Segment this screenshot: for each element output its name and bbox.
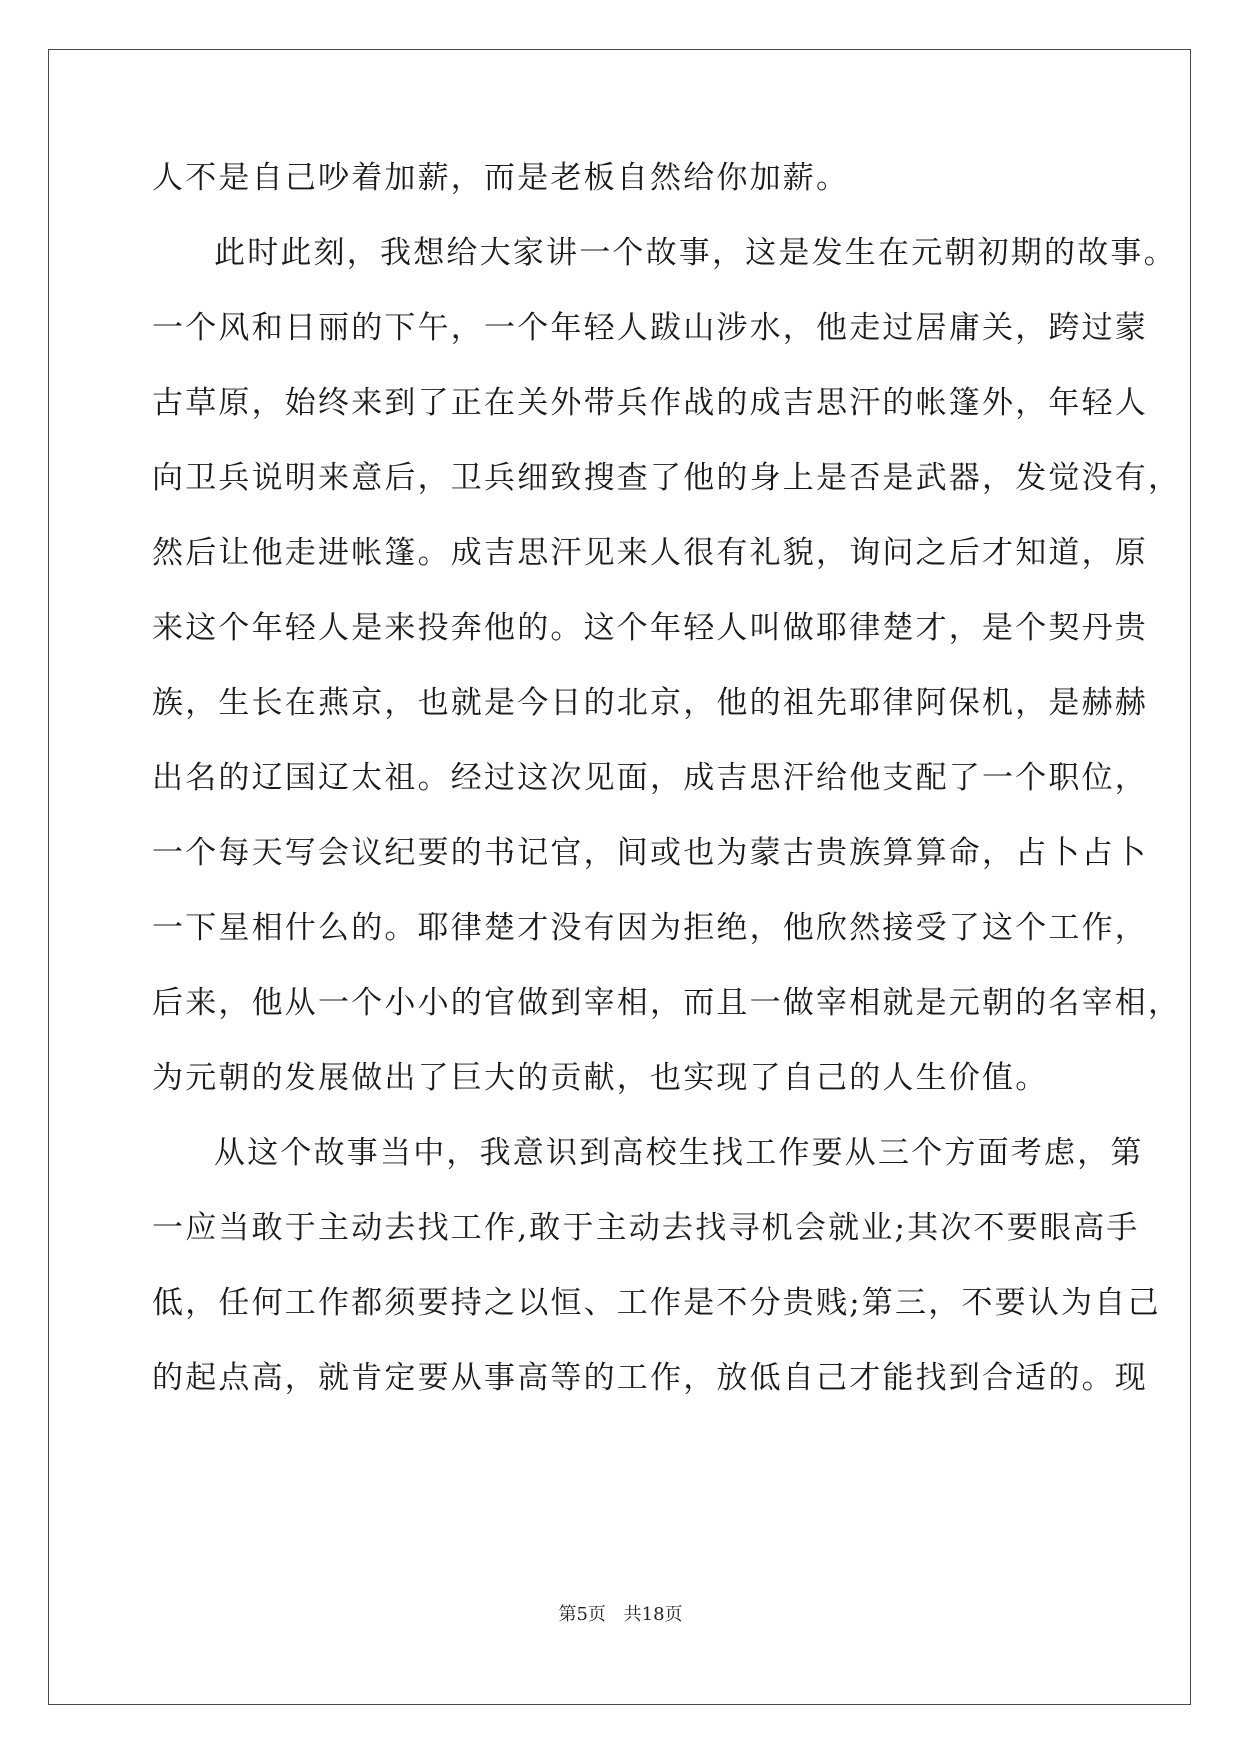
text-line: 一个每天写会议纪要的书记官，间或也为蒙古贵族算算命，占卜占卜 xyxy=(152,835,1148,871)
text-line: 人不是自己吵着加薪，而是老板自然给你加薪。 xyxy=(152,160,850,196)
text-line: 族，生长在燕京，也就是今日的北京，他的祖先耶律阿保机，是赫赫 xyxy=(152,685,1148,721)
text-line: 然后让他走进帐篷。成吉思汗见来人很有礼貌，询问之后才知道，原 xyxy=(152,535,1148,571)
text-line: 古草原，始终来到了正在关外带兵作战的成吉思汗的帐篷外，年轻人 xyxy=(152,385,1148,421)
text-line: 向卫兵说明来意后，卫兵细致搜查了他的身上是否是武器，发觉没有， xyxy=(152,460,1182,496)
page-footer xyxy=(0,1600,1241,1626)
text-line: 一个风和日丽的下午，一个年轻人跋山涉水，他走过居庸关，跨过蒙 xyxy=(152,310,1148,346)
page-number: 第5页 xyxy=(558,1604,606,1625)
paragraph-first-line: 此时此刻，我想给大家讲一个故事，这是发生在元朝初期的故事。 xyxy=(214,235,1177,271)
text-line: 为元朝的发展做出了巨大的贡献，也实现了自己的人生价值。 xyxy=(152,1060,1049,1096)
text-line: 低，任何工作都须要持之以恒、工作是不分贵贱;第三，不要认为自己 xyxy=(152,1285,1161,1321)
page-total: 共18页 xyxy=(623,1604,683,1625)
text-line: 的起点高，就肯定要从事高等的工作，放低自己才能找到合适的。现 xyxy=(152,1360,1148,1396)
paragraph-first-line: 从这个故事当中，我意识到高校生找工作要从三个方面考虑，第 xyxy=(214,1135,1144,1171)
text-line: 一应当敢于主动去找工作,敢于主动去找寻机会就业;其次不要眼高手 xyxy=(152,1210,1140,1246)
page-border xyxy=(48,49,1191,1705)
text-line: 一下星相什么的。耶律楚才没有因为拒绝，他欣然接受了这个工作， xyxy=(152,910,1148,946)
text-line: 来这个年轻人是来投奔他的。这个年轻人叫做耶律楚才，是个契丹贵 xyxy=(152,610,1148,646)
text-line: 出名的辽国辽太祖。经过这次见面，成吉思汗给他支配了一个职位， xyxy=(152,760,1148,796)
text-line: 后来，他从一个小小的官做到宰相，而且一做宰相就是元朝的名宰相， xyxy=(152,985,1182,1021)
